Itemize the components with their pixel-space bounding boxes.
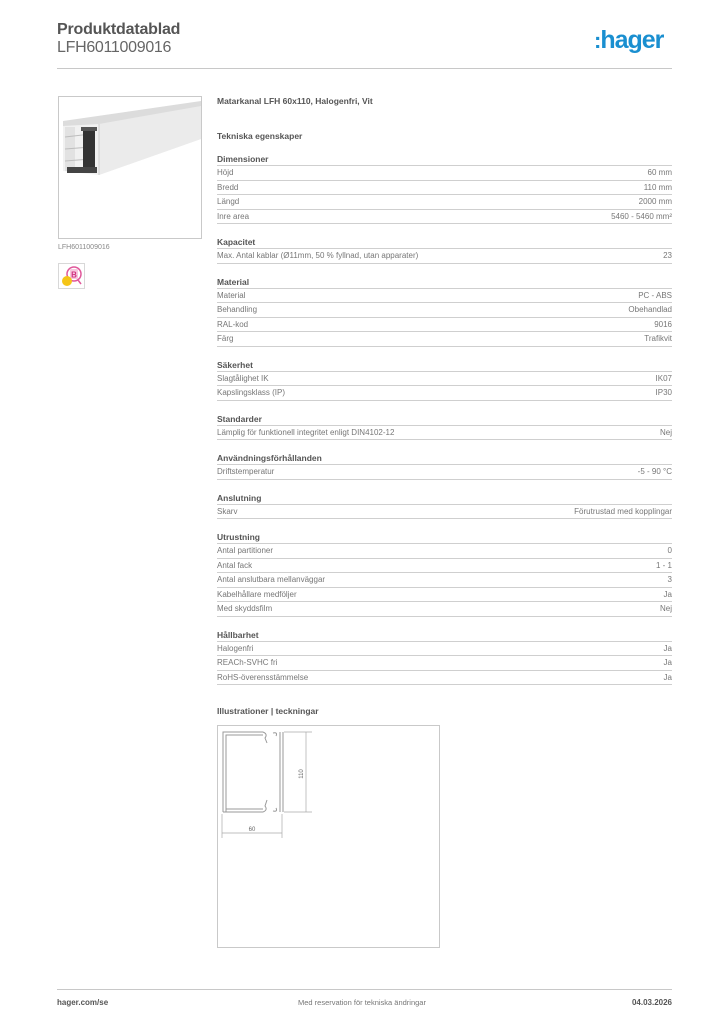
footer-date: 04.03.2026 [631, 998, 672, 1007]
spec-section [217, 154, 672, 224]
section-title: Användningsförhållanden [217, 453, 672, 465]
spec-value: Nej [659, 604, 672, 613]
product-code: LFH6011009016 [57, 39, 172, 56]
spec-sections [217, 154, 672, 685]
spec-value: Obehandlad [628, 305, 672, 314]
spec-label: Antal partitioner [217, 546, 274, 555]
spec-value: 110 mm [643, 182, 672, 192]
spec-section [217, 532, 672, 617]
hager-logo: :hager [594, 26, 664, 54]
spec-label: Längd [217, 197, 240, 206]
spec-row [217, 195, 672, 210]
halogen-free-icon [59, 264, 84, 288]
spec-value: IK07 [655, 373, 672, 383]
spec-row [217, 210, 672, 225]
spec-row [217, 386, 672, 401]
spec-row [217, 318, 672, 333]
spec-value: Ja [663, 658, 672, 667]
spec-row [217, 332, 672, 347]
spec-row [217, 465, 672, 480]
footer-website: hager.com/se [57, 998, 109, 1007]
spec-section [217, 453, 672, 480]
spec-label: Kabelhållare medföljer [217, 589, 297, 599]
footer-divider [57, 989, 672, 990]
spec-value: Ja [663, 643, 672, 653]
spec-value: 2000 mm [638, 197, 672, 206]
spec-row [217, 573, 672, 588]
section-title: Dimensioner [217, 154, 672, 166]
spec-label: Skarv [217, 506, 238, 516]
spec-section [217, 237, 672, 264]
spec-value: IP30 [655, 388, 672, 397]
spec-label: Slagtålighet IK [217, 373, 269, 383]
spec-label: Höjd [217, 168, 234, 177]
spec-label: Bredd [217, 182, 239, 192]
spec-value: Ja [663, 589, 672, 599]
svg-text:110: 110 [299, 769, 305, 779]
section-title: Material [217, 277, 672, 289]
spec-row [217, 602, 672, 617]
spec-label: RoHS-överensstämmelse [217, 672, 309, 682]
spec-value: 1 - 1 [655, 560, 672, 570]
spec-label: Halogenfri [217, 643, 254, 653]
section-title: Anslutning [217, 493, 672, 505]
header-divider [57, 68, 672, 69]
spec-row [217, 656, 672, 671]
page-title: Produktdatablad [57, 21, 181, 38]
spec-section [217, 360, 672, 401]
image-caption: LFH6011009016 [58, 244, 110, 251]
spec-value: 5460 - 5460 mm² [611, 211, 672, 221]
spec-value: 0 [667, 546, 672, 555]
spec-row [217, 249, 672, 264]
svg-text:60: 60 [248, 827, 256, 833]
spec-row [217, 544, 672, 559]
spec-value: 9016 [654, 319, 672, 329]
spec-row [217, 303, 672, 318]
section-title: Kapacitet [217, 237, 672, 249]
spec-row [217, 372, 672, 387]
spec-value: Trafikvit [644, 334, 672, 343]
product-details [217, 96, 672, 685]
spec-label: Med skyddsfilm [217, 604, 273, 613]
spec-value: 23 [663, 251, 672, 260]
spec-section [217, 630, 672, 686]
cable-trunking-image-icon [59, 97, 201, 238]
section-title: Utrustning [217, 532, 672, 544]
footer-disclaimer: Med reservation för tekniska ändringar [298, 998, 426, 1007]
spec-label: Inre area [217, 211, 250, 221]
spec-value: Förutrustad med kopplingar [574, 506, 672, 516]
halogen-free-badge [58, 263, 85, 289]
technical-drawing [217, 725, 440, 948]
svg-text:B: B [71, 270, 77, 280]
illustrations-heading: Illustrationer | teckningar [217, 706, 319, 716]
spec-section [217, 493, 672, 520]
spec-label: Material [217, 290, 246, 300]
spec-row [217, 642, 672, 657]
spec-label: REACh-SVHC fri [217, 658, 278, 667]
product-image [58, 96, 202, 239]
spec-value: 3 [667, 575, 672, 584]
spec-label: RAL-kod [217, 319, 249, 329]
spec-label: Färg [217, 334, 234, 343]
spec-value: Nej [659, 427, 672, 437]
spec-row [217, 588, 672, 603]
spec-value: 60 mm [647, 168, 672, 177]
section-title: Standarder [217, 414, 672, 426]
spec-row [217, 166, 672, 181]
cross-section-drawing-icon [218, 726, 439, 947]
spec-row [217, 426, 672, 441]
spec-label: Lämplig för funktionell integritet enligt DIN4102-12 [217, 427, 395, 437]
logo-colon-icon: : [594, 28, 601, 53]
spec-value: PC - ABS [638, 290, 672, 300]
tech-heading: Tekniska egenskaper [217, 131, 303, 141]
spec-label: Antal fack [217, 560, 253, 570]
section-title: Säkerhet [217, 360, 672, 372]
product-name: Matarkanal LFH 60x110, Halogenfri, Vit [217, 96, 373, 106]
spec-value: Ja [663, 672, 672, 682]
spec-row [217, 289, 672, 304]
spec-label: Kapslingsklass (IP) [217, 388, 286, 397]
spec-row [217, 505, 672, 520]
spec-section [217, 277, 672, 347]
spec-label: Behandling [217, 305, 258, 314]
spec-label: Driftstemperatur [217, 467, 275, 476]
section-title: Hållbarhet [217, 630, 672, 642]
spec-label: Max. Antal kablar (Ø11mm, 50 % fyllnad, utan apparater) [217, 251, 419, 260]
spec-row [217, 559, 672, 574]
spec-section [217, 414, 672, 441]
spec-row [217, 671, 672, 686]
spec-row [217, 181, 672, 196]
spec-value: -5 - 90 °C [637, 467, 672, 476]
spec-label: Antal anslutbara mellanväggar [217, 575, 326, 584]
